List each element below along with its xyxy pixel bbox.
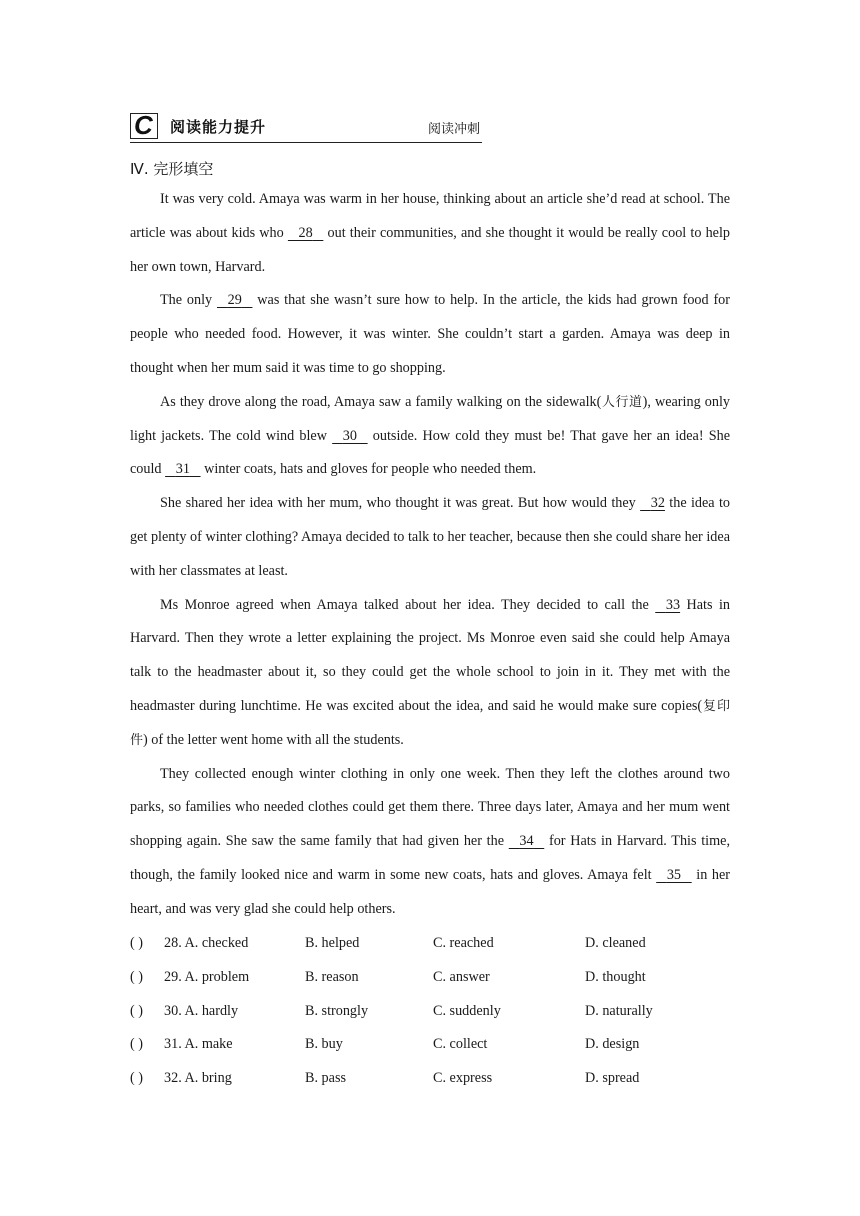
text-run: As they drove along the road, Amaya saw a family walking on the sidewalk( xyxy=(160,393,602,410)
answer-bracket[interactable]: ( ) xyxy=(130,1070,143,1087)
paragraph-2 xyxy=(130,284,730,385)
blank-number: 29 xyxy=(227,292,242,309)
text-run: winter coats, hats and gloves for people who needed them. xyxy=(200,461,537,478)
section-badge xyxy=(130,110,158,140)
blank-number: 32 xyxy=(650,495,665,512)
question-row-29 xyxy=(130,961,730,995)
text-run: outside. How cold they must be! That gave her an idea! She could xyxy=(130,427,730,478)
option-c: C. express xyxy=(433,1070,493,1087)
text-run: in her heart, and was very glad she could help others. xyxy=(130,866,730,917)
paragraph-3 xyxy=(130,386,730,487)
option-b: B. strongly xyxy=(305,1002,369,1019)
blank-34 xyxy=(509,825,544,859)
text-run: for Hats in Harvard. This time, though, the family looked nice and warm in some new coats, hats and gloves. Amaya felt xyxy=(130,833,731,883)
answer-bracket[interactable]: ( ) xyxy=(130,1036,143,1053)
option-a: 29. A. problem xyxy=(164,968,250,985)
cloze-passage xyxy=(130,183,730,927)
question-row-30 xyxy=(130,995,730,1029)
blank-32 xyxy=(640,487,665,521)
option-d: D. cleaned xyxy=(585,935,646,951)
blank-number: 34 xyxy=(519,833,534,850)
text-run: out their communities, and she thought it would be really cool to help her own town, Harvard. xyxy=(130,224,731,275)
option-b: B. pass xyxy=(305,1070,346,1087)
option-d: D. thought xyxy=(585,968,646,985)
paragraph-6 xyxy=(130,758,730,927)
option-c: C. answer xyxy=(433,968,490,985)
option-c: C. collect xyxy=(433,1036,488,1053)
blank-number: 30 xyxy=(342,427,357,444)
paragraph-4 xyxy=(130,487,730,588)
text-run: Hats in Harvard. Then they wrote a letter explaining the project. Ms Monroe even said she could help Amaya talk to the headmaster about it, so they could get the whole school to join in it. They met with the headmaster during lunchtime. He was excited about the idea, and said he would make sure copies( xyxy=(130,596,730,714)
text-run: the idea to get plenty of winter clothing? Amaya decided to talk to her teacher, because then she could share her idea with her classmates at least. xyxy=(130,495,730,579)
blank-31 xyxy=(165,453,200,487)
text-run: ) of the letter went home with all the students. xyxy=(143,731,404,748)
text-run: was that she wasn’t sure how to help. In the article, the kids had grown food for people who needed food. However, it was winter. She couldn’t start a garden. Amaya was deep in thought when her mum said it was time to go shopping. xyxy=(130,292,731,376)
blank-35 xyxy=(656,859,691,893)
blank-29 xyxy=(217,284,252,318)
header-title: 阅读能力提升 xyxy=(170,118,267,136)
blank-number: 28 xyxy=(298,224,313,241)
chinese-gloss: 人行道 xyxy=(601,394,643,410)
question-row-32 xyxy=(130,1062,730,1096)
blank-number: 35 xyxy=(666,866,682,883)
header-subtitle: 阅读冲刺 xyxy=(427,122,480,137)
text-run: She shared her idea with her mum, who thought it was great. But how would they xyxy=(160,495,641,512)
answer-bracket[interactable]: ( ) xyxy=(130,1002,143,1019)
text-run: It was very cold. Amaya was warm in her house, thinking about an article she’d read at school. The article was about kids who xyxy=(130,191,730,241)
paragraph-5 xyxy=(130,589,730,758)
question-row-28 xyxy=(130,927,730,961)
blank-30 xyxy=(332,420,367,454)
blank-number: 33 xyxy=(665,596,681,613)
paragraph-1 xyxy=(130,183,730,284)
section-title: Ⅳ. 完形填空 xyxy=(130,160,214,178)
option-d: D. naturally xyxy=(585,1002,653,1019)
text-run: ), wearing only light jackets. The cold wind blew xyxy=(130,393,730,444)
option-b: B. buy xyxy=(305,1036,343,1053)
text-run: The only xyxy=(160,292,217,309)
option-d: D. design xyxy=(585,1036,640,1053)
answer-bracket[interactable]: ( ) xyxy=(130,968,143,985)
blank-number: 31 xyxy=(175,461,190,478)
section-header xyxy=(130,112,482,143)
option-a: 32. A. bring xyxy=(164,1070,232,1087)
option-b: B. helped xyxy=(305,935,360,951)
question-row-31 xyxy=(130,1028,730,1062)
answer-bracket[interactable]: ( ) xyxy=(130,935,143,951)
option-b: B. reason xyxy=(305,968,359,985)
text-run: Ms Monroe agreed when Amaya talked about her idea. They decided to call the xyxy=(160,596,656,613)
option-c: C. suddenly xyxy=(433,1002,501,1019)
option-a: 31. A. make xyxy=(164,1036,233,1053)
blank-33 xyxy=(655,589,680,623)
option-a: 30. A. hardly xyxy=(164,1002,239,1019)
option-c: C. reached xyxy=(433,935,494,951)
question-list xyxy=(130,927,730,1096)
text-run: They collected enough winter clothing in only one week. Then they left the clothes around two parks, so families who needed clothes could get them there. Three days later, Amaya and her mum went shopping again. She saw the same family that had given her the xyxy=(130,765,730,850)
blank-28 xyxy=(288,217,323,251)
badge-letter: C xyxy=(134,110,153,140)
option-a: 28. A. checked xyxy=(164,935,249,951)
chinese-gloss: 复印件 xyxy=(130,698,730,748)
option-d: D. spread xyxy=(585,1070,640,1087)
